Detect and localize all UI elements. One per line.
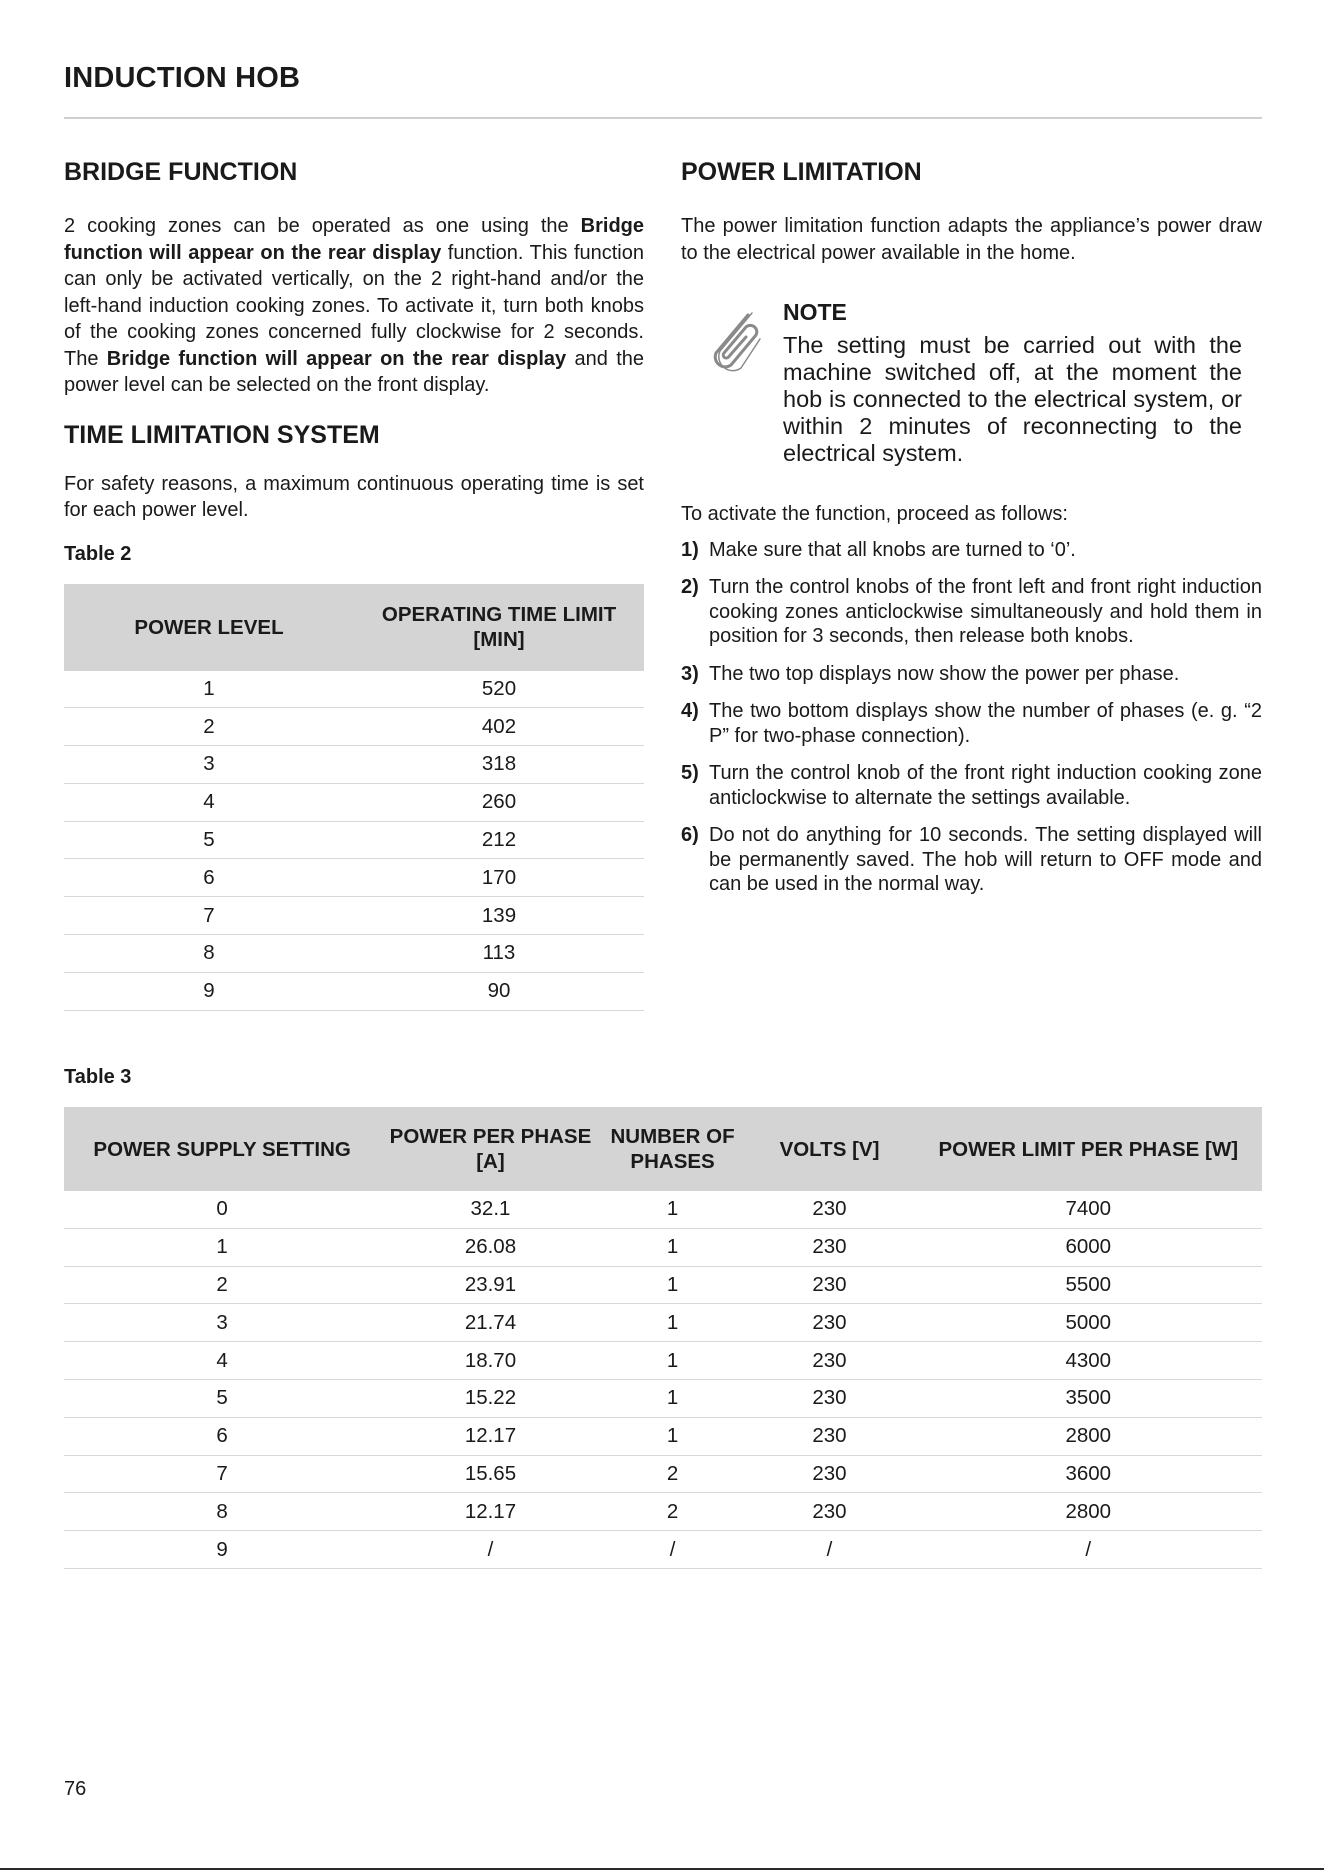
- table-cell: /: [380, 1531, 600, 1569]
- table-cell: 230: [744, 1379, 914, 1417]
- table2-row: [64, 671, 644, 708]
- table-cell: 2800: [915, 1417, 1262, 1455]
- table-cell: 23.91: [380, 1266, 600, 1304]
- steps-intro: To activate the function, proceed as follows:: [681, 503, 1068, 525]
- note-title: NOTE: [783, 299, 847, 325]
- table2-row: [64, 897, 644, 935]
- table2-row: [64, 821, 644, 859]
- bottom-divider: [0, 1868, 1324, 1870]
- table-cell: 520: [354, 671, 644, 708]
- step-item: [681, 538, 1262, 563]
- table-cell: 170: [354, 859, 644, 897]
- table-cell: 1: [601, 1266, 745, 1304]
- table-cell: 8: [64, 935, 354, 973]
- table-cell: 4: [64, 783, 354, 821]
- table-cell: 5500: [915, 1266, 1262, 1304]
- table-cell: 260: [354, 783, 644, 821]
- table3-col-phases: NUMBER OF PHASES: [601, 1107, 745, 1191]
- table-cell: 6: [64, 859, 354, 897]
- table-cell: 2: [601, 1455, 745, 1493]
- table-cell: 5000: [915, 1304, 1262, 1342]
- table-cell: 7: [64, 1455, 380, 1493]
- table-cell: 2: [64, 708, 354, 746]
- table3-row: [64, 1304, 1262, 1342]
- table2-row: [64, 859, 644, 897]
- table-cell: 9: [64, 972, 354, 1010]
- table3-row: [64, 1531, 1262, 1569]
- step-item: [681, 699, 1262, 748]
- table3-row: [64, 1417, 1262, 1455]
- step-number: 6): [681, 824, 699, 846]
- table2: [64, 584, 644, 1011]
- table-cell: 8: [64, 1493, 380, 1531]
- note-box: [702, 297, 1242, 467]
- note-text: The setting must be carried out with the machine switched off, at the moment the hob is connected to the electrical system, or within 2 minutes of reconnecting to the electrical system.: [783, 332, 1242, 466]
- table-cell: 1: [601, 1304, 745, 1342]
- table-cell: 3: [64, 1304, 380, 1342]
- table3-col-power-per-phase: POWER PER PHASE [A]: [380, 1107, 600, 1191]
- step-item: [681, 662, 1262, 687]
- table3: [64, 1107, 1262, 1569]
- table-cell: 230: [744, 1417, 914, 1455]
- table-cell: 6000: [915, 1228, 1262, 1266]
- steps-list: [681, 538, 1262, 897]
- table3-row: [64, 1228, 1262, 1266]
- table3-row: [64, 1342, 1262, 1380]
- table-cell: 2800: [915, 1493, 1262, 1531]
- table3-col-volts: VOLTS [V]: [744, 1107, 914, 1191]
- step-number: 4): [681, 700, 699, 722]
- paperclip-icon: [702, 309, 766, 379]
- step-item: [681, 761, 1262, 810]
- bridge-heading: BRIDGE FUNCTION: [64, 158, 298, 186]
- table3-row: [64, 1493, 1262, 1531]
- power-limitation-heading: POWER LIMITATION: [681, 158, 922, 186]
- table3-row: [64, 1455, 1262, 1493]
- step-item: [681, 575, 1262, 649]
- table-cell: 1: [601, 1417, 745, 1455]
- bridge-text-1: 2 cooking zones can be operated as one using the: [64, 215, 581, 237]
- step-number: 3): [681, 662, 699, 685]
- table-cell: 6: [64, 1417, 380, 1455]
- table-cell: 15.65: [380, 1455, 600, 1493]
- bridge-text-3: and the power level can be selected on the front display.: [64, 347, 644, 396]
- table-cell: 318: [354, 746, 644, 784]
- table-cell: 230: [744, 1493, 914, 1531]
- table-cell: 2: [601, 1493, 745, 1531]
- table2-header-row: [64, 584, 644, 671]
- step-text: Make sure that all knobs are turned to ‘0’.: [709, 538, 1076, 561]
- step-text: The two top displays now show the power per phase.: [709, 662, 1180, 685]
- step-text: The two bottom displays show the number of phases (e. g. “2 P” for two-phase connection).: [709, 700, 1262, 747]
- step-text: Do not do anything for 10 seconds. The setting displayed will be permanently saved. The hob will return to OFF mode and can be used in the normal way.: [709, 824, 1262, 895]
- step-text: Turn the control knob of the front right induction cooking zone anticlockwise to alternate the settings available.: [709, 762, 1262, 809]
- table-cell: 90: [354, 972, 644, 1010]
- table-cell: 402: [354, 708, 644, 746]
- table-cell: 1: [601, 1379, 745, 1417]
- table3-section: [64, 1064, 1262, 1569]
- table2-row: [64, 708, 644, 746]
- table-cell: /: [601, 1531, 745, 1569]
- table-cell: 12.17: [380, 1493, 600, 1531]
- table-cell: 1: [601, 1228, 745, 1266]
- table-cell: 7: [64, 897, 354, 935]
- table2-col-power-level: POWER LEVEL: [64, 584, 354, 671]
- title-divider: [64, 117, 1262, 119]
- table3-col-supply-setting: POWER SUPPLY SETTING: [64, 1107, 380, 1191]
- table-cell: 18.70: [380, 1342, 600, 1380]
- table-cell: 3500: [915, 1379, 1262, 1417]
- page-title: INDUCTION HOB: [64, 62, 301, 94]
- table-cell: 230: [744, 1266, 914, 1304]
- table-cell: /: [915, 1531, 1262, 1569]
- power-limitation-text: The power limitation function adapts the appliance’s power draw to the electrical power available in the home.: [681, 215, 1262, 264]
- table3-row: [64, 1191, 1262, 1228]
- table-cell: 113: [354, 935, 644, 973]
- table-cell: 2: [64, 1266, 380, 1304]
- table-cell: 230: [744, 1455, 914, 1493]
- table-cell: 4300: [915, 1342, 1262, 1380]
- step-text: Turn the control knobs of the front left and front right induction cooking zones anticlockwise simultaneously and hold them in position for 3 seconds, then release both knobs.: [709, 576, 1262, 647]
- table-cell: 139: [354, 897, 644, 935]
- table-cell: 230: [744, 1342, 914, 1380]
- table-cell: 1: [64, 671, 354, 708]
- table-cell: 21.74: [380, 1304, 600, 1342]
- table-cell: 1: [601, 1191, 745, 1228]
- table-cell: 5: [64, 821, 354, 859]
- table-cell: 230: [744, 1228, 914, 1266]
- table-cell: 230: [744, 1191, 914, 1228]
- step-item: [681, 823, 1262, 897]
- table-cell: 9: [64, 1531, 380, 1569]
- table2-row: [64, 935, 644, 973]
- table-cell: 212: [354, 821, 644, 859]
- bridge-bold-2: Bridge function will appear on the rear display: [106, 347, 567, 370]
- table3-col-power-limit: POWER LIMIT PER PHASE [W]: [915, 1107, 1262, 1191]
- table-cell: 1: [601, 1342, 745, 1380]
- table3-header-row: [64, 1107, 1262, 1191]
- table2-row: [64, 783, 644, 821]
- table-cell: 32.1: [380, 1191, 600, 1228]
- table-cell: 5: [64, 1379, 380, 1417]
- step-number: 5): [681, 762, 699, 784]
- table2-row: [64, 746, 644, 784]
- table3-label: Table 3: [64, 1066, 132, 1088]
- table3-row: [64, 1266, 1262, 1304]
- time-limitation-heading: TIME LIMITATION SYSTEM: [64, 420, 380, 449]
- table2-label: Table 2: [64, 542, 132, 565]
- table-cell: /: [744, 1531, 914, 1569]
- table2-row: [64, 972, 644, 1010]
- table3-row: [64, 1379, 1262, 1417]
- bridge-bold-1: Bridge function will appear on the rear display: [64, 215, 644, 264]
- table-cell: 3: [64, 746, 354, 784]
- table-cell: 12.17: [380, 1417, 600, 1455]
- step-number: 2): [681, 576, 699, 598]
- table-cell: 26.08: [380, 1228, 600, 1266]
- time-limitation-text: For safety reasons, a maximum continuous operating time is set for each power level.: [64, 472, 644, 521]
- left-column: [64, 154, 644, 1011]
- table-cell: 0: [64, 1191, 380, 1228]
- table-cell: 4: [64, 1342, 380, 1380]
- step-number: 1): [681, 538, 699, 561]
- bridge-paragraph: [64, 213, 644, 399]
- right-column: [681, 154, 1262, 910]
- table-cell: 3600: [915, 1455, 1262, 1493]
- table-cell: 1: [64, 1228, 380, 1266]
- table-cell: 7400: [915, 1191, 1262, 1228]
- bridge-text-2: function. This function can only be activated vertically, on the 2 right-hand and/or the left-hand induction cooking zones. To activate it, turn both knobs of the cooking zones concerned fully clockwise for 2 seconds. The: [64, 241, 645, 370]
- table2-col-time-limit: OPERATING TIME LIMIT [MIN]: [354, 584, 644, 671]
- page-number: 76: [64, 1778, 87, 1800]
- table-cell: 230: [744, 1304, 914, 1342]
- table-cell: 15.22: [380, 1379, 600, 1417]
